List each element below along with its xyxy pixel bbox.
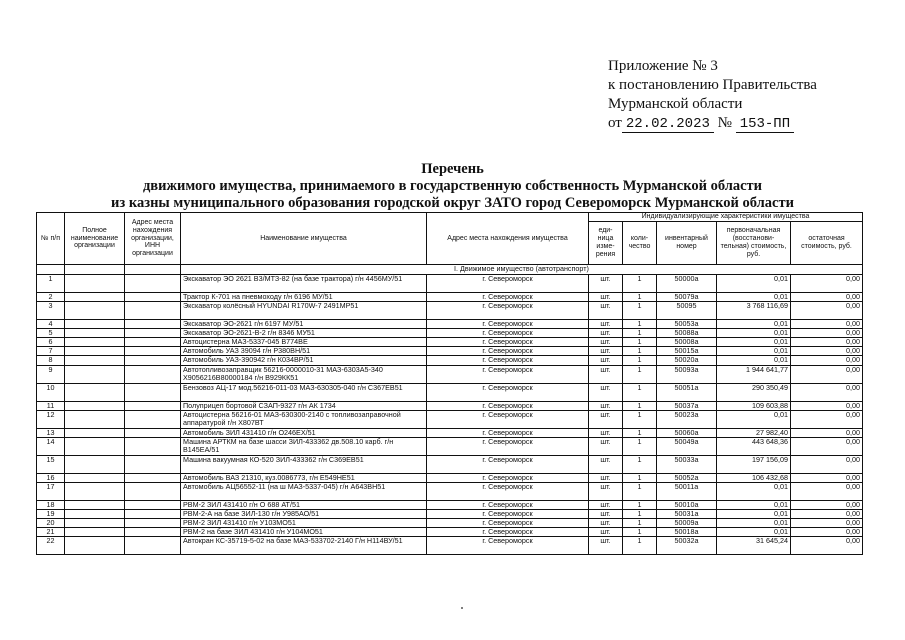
qty-cell: 1	[623, 437, 657, 455]
residual-cost-cell: 0,00	[791, 519, 863, 528]
inventory-number-cell: 50032а	[657, 537, 717, 555]
org-name-cell	[65, 302, 125, 320]
org-address-cell	[125, 519, 181, 528]
inventory-number-cell: 50079а	[657, 293, 717, 302]
row-number: 14	[37, 437, 65, 455]
property-name-cell: Трактор К-701 на пневмоходу г/н 6196 МУ/51	[181, 293, 427, 302]
property-address-cell: г. Североморск	[427, 401, 589, 410]
initial-cost-cell: 3 768 116,69	[717, 302, 791, 320]
residual-cost-cell: 0,00	[791, 383, 863, 401]
org-name-cell	[65, 482, 125, 500]
list-subtitle-1: движимого имущества, принимаемого в государственную собственность Мурманской области	[142, 178, 763, 194]
appendix-date-line	[608, 114, 817, 133]
resolution-date: 22.02.2023	[622, 117, 714, 133]
org-address-cell	[125, 320, 181, 329]
table-row	[37, 275, 863, 293]
property-name-cell: РВМ-2-А на базе ЗИЛ-130 г/н У985АО/51	[181, 509, 427, 518]
unit-cell: шт.	[589, 320, 623, 329]
org-address-cell	[125, 528, 181, 537]
header-characteristics-group: Индивидуализирующие характеристики имущества	[589, 213, 863, 222]
initial-cost-cell: 0,01	[717, 410, 791, 428]
residual-cost-cell: 0,00	[791, 302, 863, 320]
org-address-cell	[125, 383, 181, 401]
table-row	[37, 365, 863, 383]
org-name-cell	[65, 500, 125, 509]
property-name-cell: РВМ-2 ЗИЛ 431410 г/н О 688 АТ/51	[181, 500, 427, 509]
property-address-cell: г. Североморск	[427, 356, 589, 365]
qty-cell: 1	[623, 275, 657, 293]
inventory-number-cell: 50009а	[657, 519, 717, 528]
header-property-name: Наименование имущества	[181, 213, 427, 265]
qty-cell: 1	[623, 293, 657, 302]
unit-cell: шт.	[589, 401, 623, 410]
unit-cell: шт.	[589, 356, 623, 365]
property-name-cell: Экскаватор ЭО-2621-В-2 г/н 8346 МУ51	[181, 329, 427, 338]
property-address-cell: г. Североморск	[427, 428, 589, 437]
header-org-name: Полное наименование организации	[65, 213, 125, 265]
initial-cost-cell: 0,01	[717, 500, 791, 509]
unit-cell: шт.	[589, 338, 623, 347]
initial-cost-cell: 0,01	[717, 293, 791, 302]
table-row	[37, 320, 863, 329]
row-number: 4	[37, 320, 65, 329]
date-prefix: от	[608, 115, 622, 131]
residual-cost-cell: 0,00	[791, 437, 863, 455]
property-name-cell: РВМ-2 на базе ЗИЛ 431410 г/н У104МО51	[181, 528, 427, 537]
unit-cell: шт.	[589, 383, 623, 401]
residual-cost-cell: 0,00	[791, 509, 863, 518]
property-address-cell: г. Североморск	[427, 500, 589, 509]
org-name-cell	[65, 365, 125, 383]
unit-cell: шт.	[589, 455, 623, 473]
property-name-cell: Экскаватор ЭО-2621 г/н 6197 МУ/51	[181, 320, 427, 329]
org-address-cell	[125, 329, 181, 338]
header-inventory-number: инвентарный номер	[657, 222, 717, 265]
org-name-cell	[65, 347, 125, 356]
row-number: 10	[37, 383, 65, 401]
inventory-number-cell: 50018а	[657, 528, 717, 537]
table-row	[37, 437, 863, 455]
row-number: 18	[37, 500, 65, 509]
section-blank-cell	[37, 265, 65, 275]
table-row	[37, 383, 863, 401]
qty-cell: 1	[623, 338, 657, 347]
org-name-cell	[65, 455, 125, 473]
initial-cost-cell: 27 982,40	[717, 428, 791, 437]
table-row	[37, 519, 863, 528]
property-name-cell: Экскаватор ЭО 2621 В3/МТЗ-82 (на базе трактора) г/н 4456МУ/51	[181, 275, 427, 293]
org-name-cell	[65, 338, 125, 347]
residual-cost-cell: 0,00	[791, 338, 863, 347]
row-number: 9	[37, 365, 65, 383]
scan-speck	[461, 607, 463, 609]
property-name-cell: Автомобиль ЗИЛ 431410 г/н О246ЕХ/51	[181, 428, 427, 437]
row-number: 3	[37, 302, 65, 320]
qty-cell: 1	[623, 410, 657, 428]
initial-cost-cell: 0,01	[717, 482, 791, 500]
appendix-line-3: Мурманской области	[608, 96, 743, 112]
property-name-cell: Автотопливозаправщик 56216-0000010-31 МАЗ-6303А5-340 Х9056216В80000184 г/н В929КК51	[181, 365, 427, 383]
residual-cost-cell: 0,00	[791, 528, 863, 537]
table-row	[37, 500, 863, 509]
property-address-cell: г. Североморск	[427, 338, 589, 347]
inventory-number-cell: 50052а	[657, 473, 717, 482]
org-address-cell	[125, 437, 181, 455]
appendix-block	[608, 57, 817, 133]
residual-cost-cell: 0,00	[791, 356, 863, 365]
table-row	[37, 329, 863, 338]
org-name-cell	[65, 528, 125, 537]
initial-cost-cell: 197 156,09	[717, 455, 791, 473]
residual-cost-cell: 0,00	[791, 320, 863, 329]
table-row	[37, 455, 863, 473]
inventory-number-cell: 50093а	[657, 365, 717, 383]
number-prefix: №	[717, 115, 732, 131]
org-address-cell	[125, 410, 181, 428]
org-name-cell	[65, 428, 125, 437]
header-num: № п/п	[37, 213, 65, 265]
unit-cell: шт.	[589, 519, 623, 528]
residual-cost-cell: 0,00	[791, 473, 863, 482]
org-name-cell	[65, 329, 125, 338]
table-row	[37, 347, 863, 356]
property-address-cell: г. Североморск	[427, 528, 589, 537]
unit-cell: шт.	[589, 509, 623, 518]
row-number: 15	[37, 455, 65, 473]
property-address-cell: г. Североморск	[427, 437, 589, 455]
inventory-number-cell: 50053а	[657, 320, 717, 329]
org-name-cell	[65, 401, 125, 410]
org-name-cell	[65, 473, 125, 482]
residual-cost-cell: 0,00	[791, 410, 863, 428]
unit-cell: шт.	[589, 410, 623, 428]
initial-cost-cell: 31 645,24	[717, 537, 791, 555]
property-address-cell: г. Североморск	[427, 383, 589, 401]
property-name-cell: РВМ-2 ЗИЛ 431410 г/н У103МО51	[181, 519, 427, 528]
appendix-line-1: Приложение № 3	[608, 58, 718, 74]
qty-cell: 1	[623, 528, 657, 537]
unit-cell: шт.	[589, 347, 623, 356]
section-blank-cell	[65, 265, 125, 275]
unit-cell: шт.	[589, 528, 623, 537]
org-address-cell	[125, 293, 181, 302]
residual-cost-cell: 0,00	[791, 537, 863, 555]
property-address-cell: г. Североморск	[427, 509, 589, 518]
property-name-cell: Машина АРТКМ на базе шасси ЗИЛ-433362 дв.508.10 карб. г/н В145ЕА/51	[181, 437, 427, 455]
property-address-cell: г. Североморск	[427, 329, 589, 338]
property-name-cell: Автомобиль УАЗ 39094 г/н Р380ВН/51	[181, 347, 427, 356]
property-address-cell: г. Североморск	[427, 347, 589, 356]
inventory-number-cell: 50088а	[657, 329, 717, 338]
table-row	[37, 338, 863, 347]
section-heading: I. Движимое имущество (автотранспорт)	[181, 265, 863, 275]
residual-cost-cell: 0,00	[791, 455, 863, 473]
qty-cell: 1	[623, 356, 657, 365]
row-number: 2	[37, 293, 65, 302]
inventory-number-cell: 50000а	[657, 275, 717, 293]
unit-cell: шт.	[589, 437, 623, 455]
property-name-cell: Автоцистерна МАЗ-5337-045 В774ВЕ	[181, 338, 427, 347]
row-number: 5	[37, 329, 65, 338]
table-row	[37, 428, 863, 437]
header-qty: коли-чество	[623, 222, 657, 265]
qty-cell: 1	[623, 509, 657, 518]
property-address-cell: г. Североморск	[427, 473, 589, 482]
header-unit: еди-ница изме-рения	[589, 222, 623, 265]
row-number: 19	[37, 509, 65, 518]
initial-cost-cell: 0,01	[717, 356, 791, 365]
table-row	[37, 537, 863, 555]
header-org-address: Адрес места нахождения организации, ИНН организации	[125, 213, 181, 265]
row-number: 8	[37, 356, 65, 365]
row-number: 6	[37, 338, 65, 347]
inventory-number-cell: 50020а	[657, 356, 717, 365]
org-address-cell	[125, 537, 181, 555]
property-table	[36, 212, 863, 555]
initial-cost-cell: 0,01	[717, 338, 791, 347]
qty-cell: 1	[623, 473, 657, 482]
inventory-number-cell: 50011а	[657, 482, 717, 500]
org-name-cell	[65, 509, 125, 518]
property-name-cell: Автоцистерна 56216-01 МАЗ-630300-2140 с топливозаправочной аппаратурой г/н Х807ВТ	[181, 410, 427, 428]
inventory-number-cell: 50023а	[657, 410, 717, 428]
row-number: 1	[37, 275, 65, 293]
row-number: 12	[37, 410, 65, 428]
list-title: Перечень	[421, 161, 484, 177]
residual-cost-cell: 0,00	[791, 500, 863, 509]
qty-cell: 1	[623, 455, 657, 473]
residual-cost-cell: 0,00	[791, 401, 863, 410]
residual-cost-cell: 0,00	[791, 347, 863, 356]
inventory-number-cell: 50031а	[657, 509, 717, 518]
row-number: 11	[37, 401, 65, 410]
unit-cell: шт.	[589, 302, 623, 320]
org-address-cell	[125, 275, 181, 293]
org-name-cell	[65, 383, 125, 401]
qty-cell: 1	[623, 428, 657, 437]
qty-cell: 1	[623, 329, 657, 338]
org-address-cell	[125, 347, 181, 356]
qty-cell: 1	[623, 482, 657, 500]
initial-cost-cell: 443 648,36	[717, 437, 791, 455]
unit-cell: шт.	[589, 293, 623, 302]
initial-cost-cell: 109 603,88	[717, 401, 791, 410]
resolution-number: 153-ПП	[736, 117, 794, 133]
org-name-cell	[65, 537, 125, 555]
residual-cost-cell: 0,00	[791, 428, 863, 437]
initial-cost-cell: 0,01	[717, 275, 791, 293]
inventory-number-cell: 50049а	[657, 437, 717, 455]
property-name-cell: Автомобиль АЦ56552-11 (на ш МАЗ-5337-045) г/н А643ВН51	[181, 482, 427, 500]
org-name-cell	[65, 437, 125, 455]
unit-cell: шт.	[589, 275, 623, 293]
qty-cell: 1	[623, 320, 657, 329]
table-row	[37, 482, 863, 500]
table-row	[37, 473, 863, 482]
property-address-cell: г. Североморск	[427, 519, 589, 528]
org-address-cell	[125, 356, 181, 365]
property-address-cell: г. Североморск	[427, 482, 589, 500]
initial-cost-cell: 0,01	[717, 528, 791, 537]
qty-cell: 1	[623, 401, 657, 410]
row-number: 13	[37, 428, 65, 437]
unit-cell: шт.	[589, 473, 623, 482]
row-number: 16	[37, 473, 65, 482]
initial-cost-cell: 1 944 641,77	[717, 365, 791, 383]
inventory-number-cell: 50095	[657, 302, 717, 320]
qty-cell: 1	[623, 500, 657, 509]
org-address-cell	[125, 455, 181, 473]
qty-cell: 1	[623, 302, 657, 320]
qty-cell: 1	[623, 383, 657, 401]
initial-cost-cell: 0,01	[717, 509, 791, 518]
property-name-cell: Автомобиль ВАЗ 21310, куз.0086773, г/н Е549НЕ51	[181, 473, 427, 482]
table-row	[37, 410, 863, 428]
property-address-cell: г. Североморск	[427, 365, 589, 383]
initial-cost-cell: 106 432,68	[717, 473, 791, 482]
org-name-cell	[65, 293, 125, 302]
initial-cost-cell: 0,01	[717, 519, 791, 528]
property-name-cell: Бензовоз АЦ-17 мод.56216-011-03 МАЗ-630305-040 г/н С367ЕВ51	[181, 383, 427, 401]
org-address-cell	[125, 401, 181, 410]
inventory-number-cell: 50010а	[657, 500, 717, 509]
unit-cell: шт.	[589, 537, 623, 555]
row-number: 7	[37, 347, 65, 356]
list-subtitle-2: из казны муниципального образования городской округ ЗАТО город Североморск Мурманской области	[111, 195, 794, 211]
residual-cost-cell: 0,00	[791, 482, 863, 500]
property-name-cell: Экскаватор колёсный HYUNDAI R170W-7 2491МР51	[181, 302, 427, 320]
property-address-cell: г. Североморск	[427, 320, 589, 329]
org-name-cell	[65, 275, 125, 293]
header-residual-cost: остаточная стоимость, руб.	[791, 222, 863, 265]
property-address-cell: г. Североморск	[427, 410, 589, 428]
section-row	[37, 265, 863, 275]
inventory-number-cell: 50033а	[657, 455, 717, 473]
row-number: 20	[37, 519, 65, 528]
section-blank-cell	[125, 265, 181, 275]
inventory-number-cell: 50015а	[657, 347, 717, 356]
initial-cost-cell: 0,01	[717, 329, 791, 338]
qty-cell: 1	[623, 347, 657, 356]
unit-cell: шт.	[589, 482, 623, 500]
unit-cell: шт.	[589, 365, 623, 383]
property-name-cell: Автокран КС-35719-5-02 на базе МАЗ-533702-2140 Г/н Н114ВУ/51	[181, 537, 427, 555]
org-address-cell	[125, 509, 181, 518]
residual-cost-cell: 0,00	[791, 293, 863, 302]
row-number: 17	[37, 482, 65, 500]
residual-cost-cell: 0,00	[791, 329, 863, 338]
inventory-number-cell: 50060а	[657, 428, 717, 437]
appendix-line-2: к постановлению Правительства	[608, 77, 817, 93]
org-address-cell	[125, 482, 181, 500]
inventory-number-cell: 50051а	[657, 383, 717, 401]
org-address-cell	[125, 500, 181, 509]
residual-cost-cell: 0,00	[791, 275, 863, 293]
table-row	[37, 356, 863, 365]
org-address-cell	[125, 428, 181, 437]
property-name-cell: Машина вакуумная КО-520 ЗИЛ-433362 г/н С369ЕВ51	[181, 455, 427, 473]
table-row	[37, 401, 863, 410]
residual-cost-cell: 0,00	[791, 365, 863, 383]
org-address-cell	[125, 302, 181, 320]
property-address-cell: г. Североморск	[427, 302, 589, 320]
header-property-address: Адрес места нахождения имущества	[427, 213, 589, 265]
org-name-cell	[65, 410, 125, 428]
org-name-cell	[65, 519, 125, 528]
org-address-cell	[125, 338, 181, 347]
row-number: 21	[37, 528, 65, 537]
property-name-cell: Автомобиль УАЗ-390942 г/н К034ВР/51	[181, 356, 427, 365]
table-row	[37, 528, 863, 537]
header-initial-cost: первоначальная (восстанови-тельная) стоимость, руб.	[717, 222, 791, 265]
qty-cell: 1	[623, 365, 657, 383]
qty-cell: 1	[623, 519, 657, 528]
inventory-number-cell: 50037а	[657, 401, 717, 410]
unit-cell: шт.	[589, 329, 623, 338]
inventory-number-cell: 50008а	[657, 338, 717, 347]
property-address-cell: г. Североморск	[427, 293, 589, 302]
org-address-cell	[125, 365, 181, 383]
initial-cost-cell: 0,01	[717, 320, 791, 329]
unit-cell: шт.	[589, 500, 623, 509]
property-name-cell: Полуприцеп бортовой СЗАП-9327 г/н АК 1734	[181, 401, 427, 410]
initial-cost-cell: 290 350,49	[717, 383, 791, 401]
table-row	[37, 302, 863, 320]
property-address-cell: г. Североморск	[427, 455, 589, 473]
qty-cell: 1	[623, 537, 657, 555]
table-row	[37, 509, 863, 518]
table-row	[37, 293, 863, 302]
org-name-cell	[65, 320, 125, 329]
org-address-cell	[125, 473, 181, 482]
org-name-cell	[65, 356, 125, 365]
unit-cell: шт.	[589, 428, 623, 437]
row-number: 22	[37, 537, 65, 555]
initial-cost-cell: 0,01	[717, 347, 791, 356]
property-address-cell: г. Североморск	[427, 275, 589, 293]
property-address-cell: г. Североморск	[427, 537, 589, 555]
